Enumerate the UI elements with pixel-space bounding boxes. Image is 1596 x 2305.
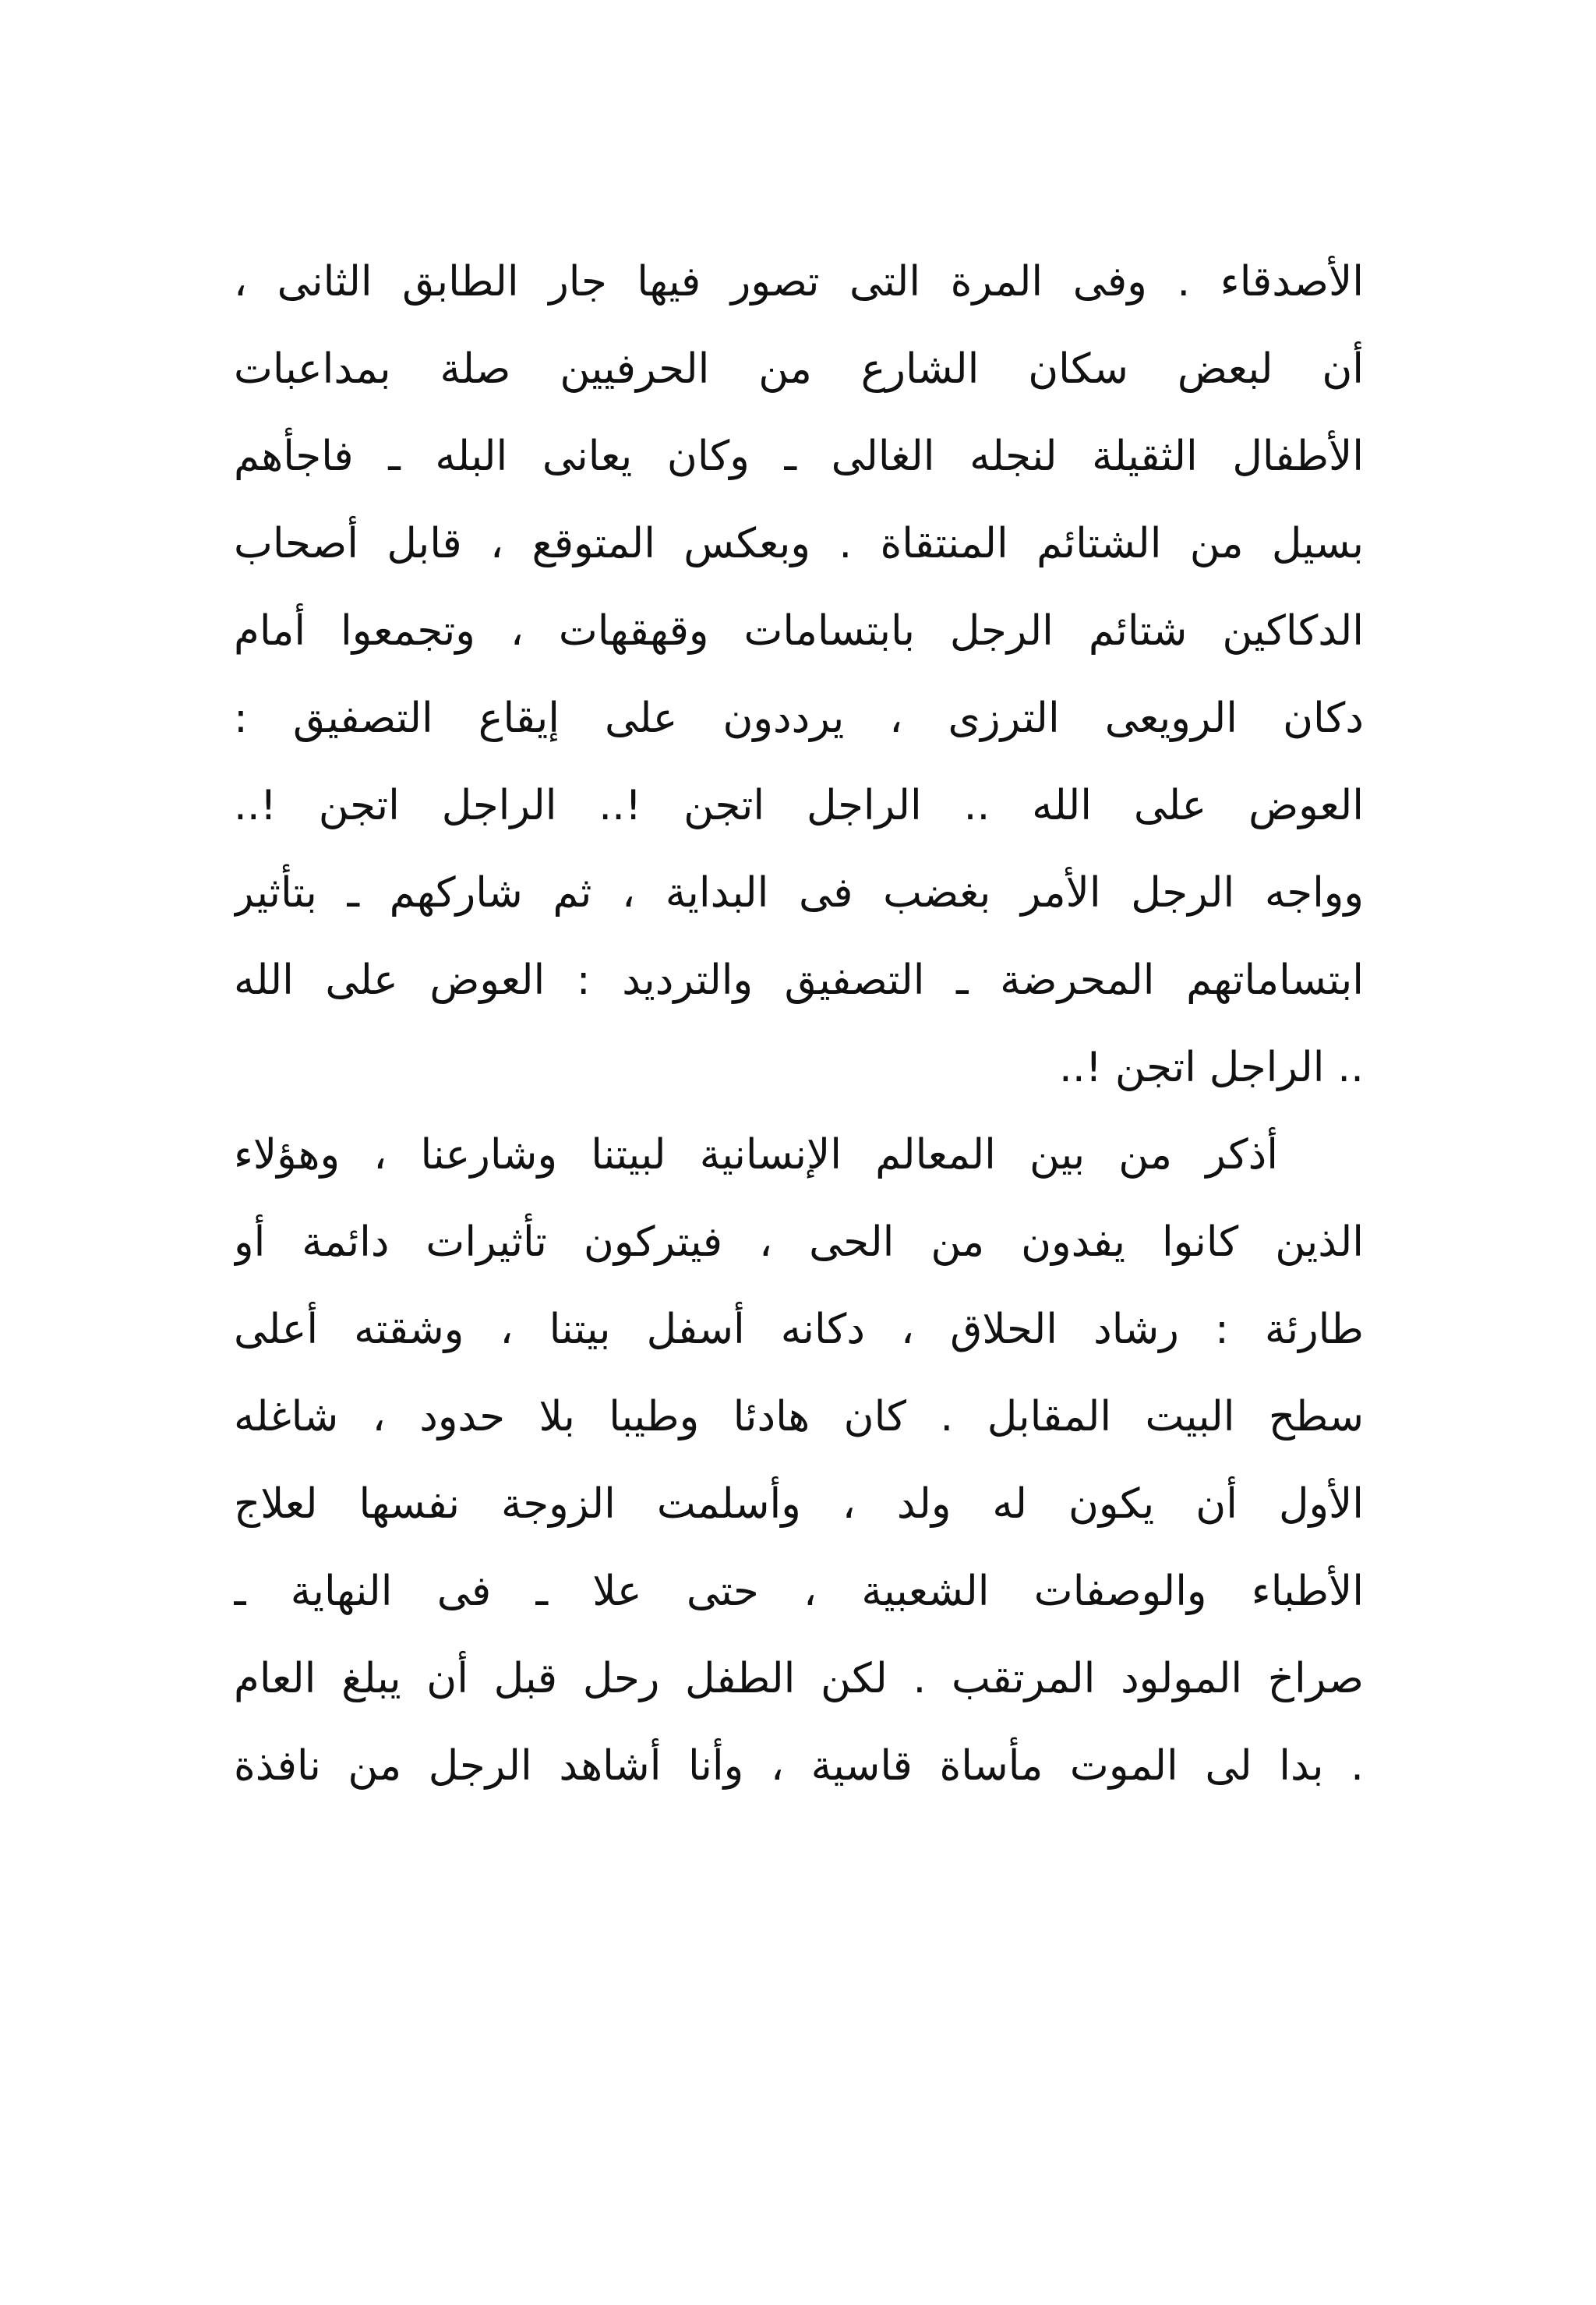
text-line: صراخ المولود المرتقب . لكن الطفل رحل قبل أن يبلغ العام (234, 1655, 1364, 1702)
body-text (234, 239, 1364, 1810)
text-line: أذكر من بين المعالم الإنسانية لبيتنا وشارعنا ، وهؤلاء (234, 1131, 1278, 1179)
text-line: الذين كانوا يفدون من الحى ، فيتركون تأثيرات دائمة أو (234, 1218, 1364, 1266)
text-line: وواجه الرجل الأمر بغضب فى البداية ، ثم شاركهم ـ بتأثير (234, 869, 1364, 917)
paragraph-2 (234, 1112, 1364, 1810)
text-line: الدكاكين شتائم الرجل بابتسامات وقهقهات ، وتجمعوا أمام (234, 607, 1364, 655)
text-line: الأطفال الثقيلة لنجله الغالى ـ وكان يعانى البله ـ فاجأهم (234, 433, 1364, 480)
paragraph-1 (234, 239, 1364, 1112)
text-line: الأصدقاء . وفى المرة التى تصور فيها جار الطابق الثانى ، (234, 258, 1364, 306)
text-line: طارئة : رشاد الحلاق ، دكانه أسفل بيتنا ، وشقته أعلى (234, 1306, 1364, 1353)
text-line: .. الراجل اتجن !.. (1059, 1044, 1364, 1091)
text-line: . بدا لى الموت مأساة قاسية ، وأنا أشاهد الرجل من نافذة (234, 1742, 1364, 1790)
text-line: ابتساماتهم المحرضة ـ التصفيق والترديد : العوض على الله (234, 956, 1364, 1004)
text-line: دكان الرويعى الترزى ، يرددون على إيقاع التصفيق : (234, 695, 1364, 742)
text-line: سطح البيت المقابل . كان هادئا وطيبا بلا حدود ، شاغله (234, 1393, 1364, 1441)
text-line: الأطباء والوصفات الشعبية ، حتى علا ـ فى النهاية ـ (234, 1568, 1364, 1615)
text-line: بسيل من الشتائم المنتقاة . وبعكس المتوقع ، قابل أصحاب (234, 520, 1364, 567)
text-line: العوض على الله .. الراجل اتجن !.. الراجل اتجن !.. (234, 782, 1364, 829)
text-line: الأول أن يكون له ولد ، وأسلمت الزوجة نفسها لعلاج (234, 1480, 1364, 1528)
text-line: أن لبعض سكان الشارع من الحرفيين صلة بمداعبات (234, 345, 1364, 393)
